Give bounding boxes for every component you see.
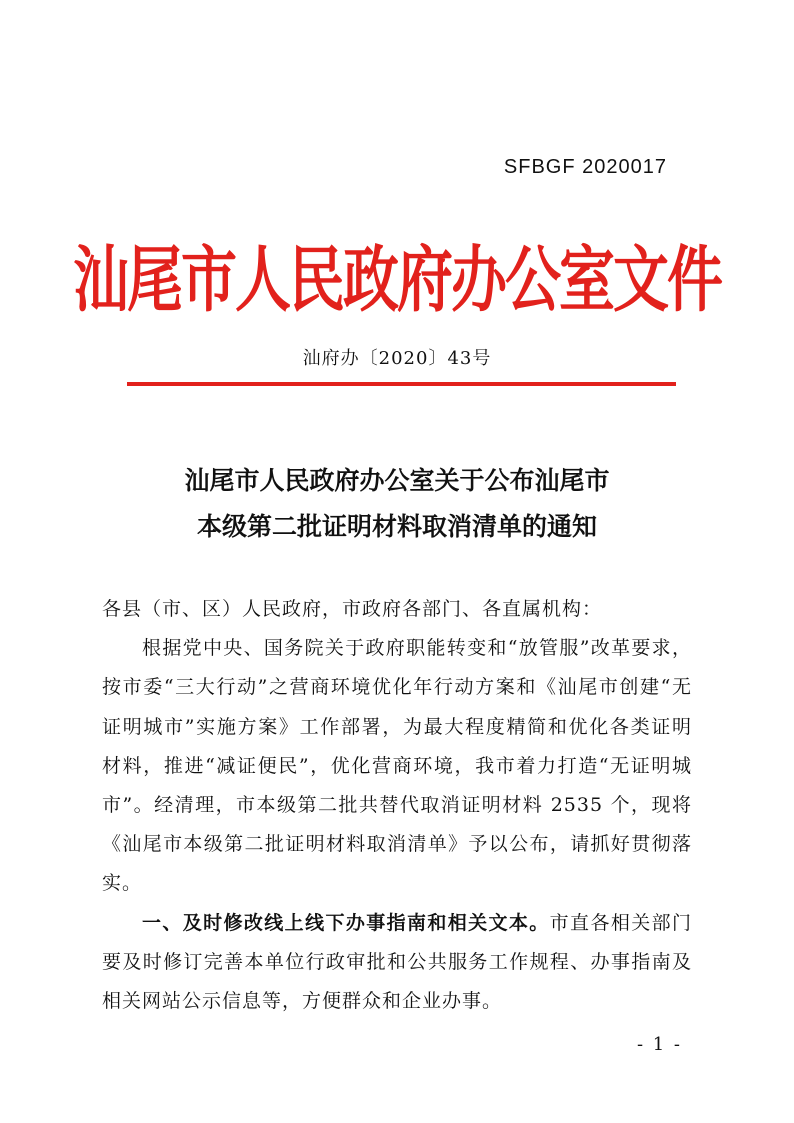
notice-title (0, 458, 794, 550)
agency-header-title: 汕尾市人民政府办公室文件 (73, 238, 721, 323)
notice-title-line-1: 汕尾市人民政府办公室关于公布汕尾市 (184, 466, 610, 495)
notice-title-line-2: 本级第二批证明材料取消清单的通知 (196, 512, 597, 541)
paragraph-background: 根据党中央、国务院关于政府职能转变和“放管服”改革要求，按市委“三大行动”之营商环境优化年行动方案和《汕尾市创建“无证明城市”实施方案》工作部署，为最大程度精简和优化各类证明材料，推进“减证便民”，优化营商环境，我市着力打造“无证明城市”。经清理，市本级第二批共替代取消证明材料 2535 个，现将《汕尾市本级第二批证明材料取消清单》予以公布，请抓好贯彻落实。 (102, 637, 692, 895)
section-1-heading: 一、及时修改线上线下办事指南和相关文本。 (142, 911, 550, 934)
red-divider-line (127, 382, 676, 386)
page-number: - 1 - (636, 1034, 682, 1055)
salutation: 各县（市、区）人民政府，市政府各部门、各直属机构： (102, 598, 603, 620)
document-code: SFBGF 2020017 (503, 156, 667, 178)
document-number: 汕府办〔2020〕43号 (302, 348, 492, 369)
section-1-text: 市直各相关部门要及时修订完善本单位行政审批和公共服务工作规程、办事指南及相关网站公示信息等，方便群众和企业办事。 (102, 911, 692, 1013)
section-1 (102, 904, 692, 1022)
notice-body (102, 590, 692, 1021)
